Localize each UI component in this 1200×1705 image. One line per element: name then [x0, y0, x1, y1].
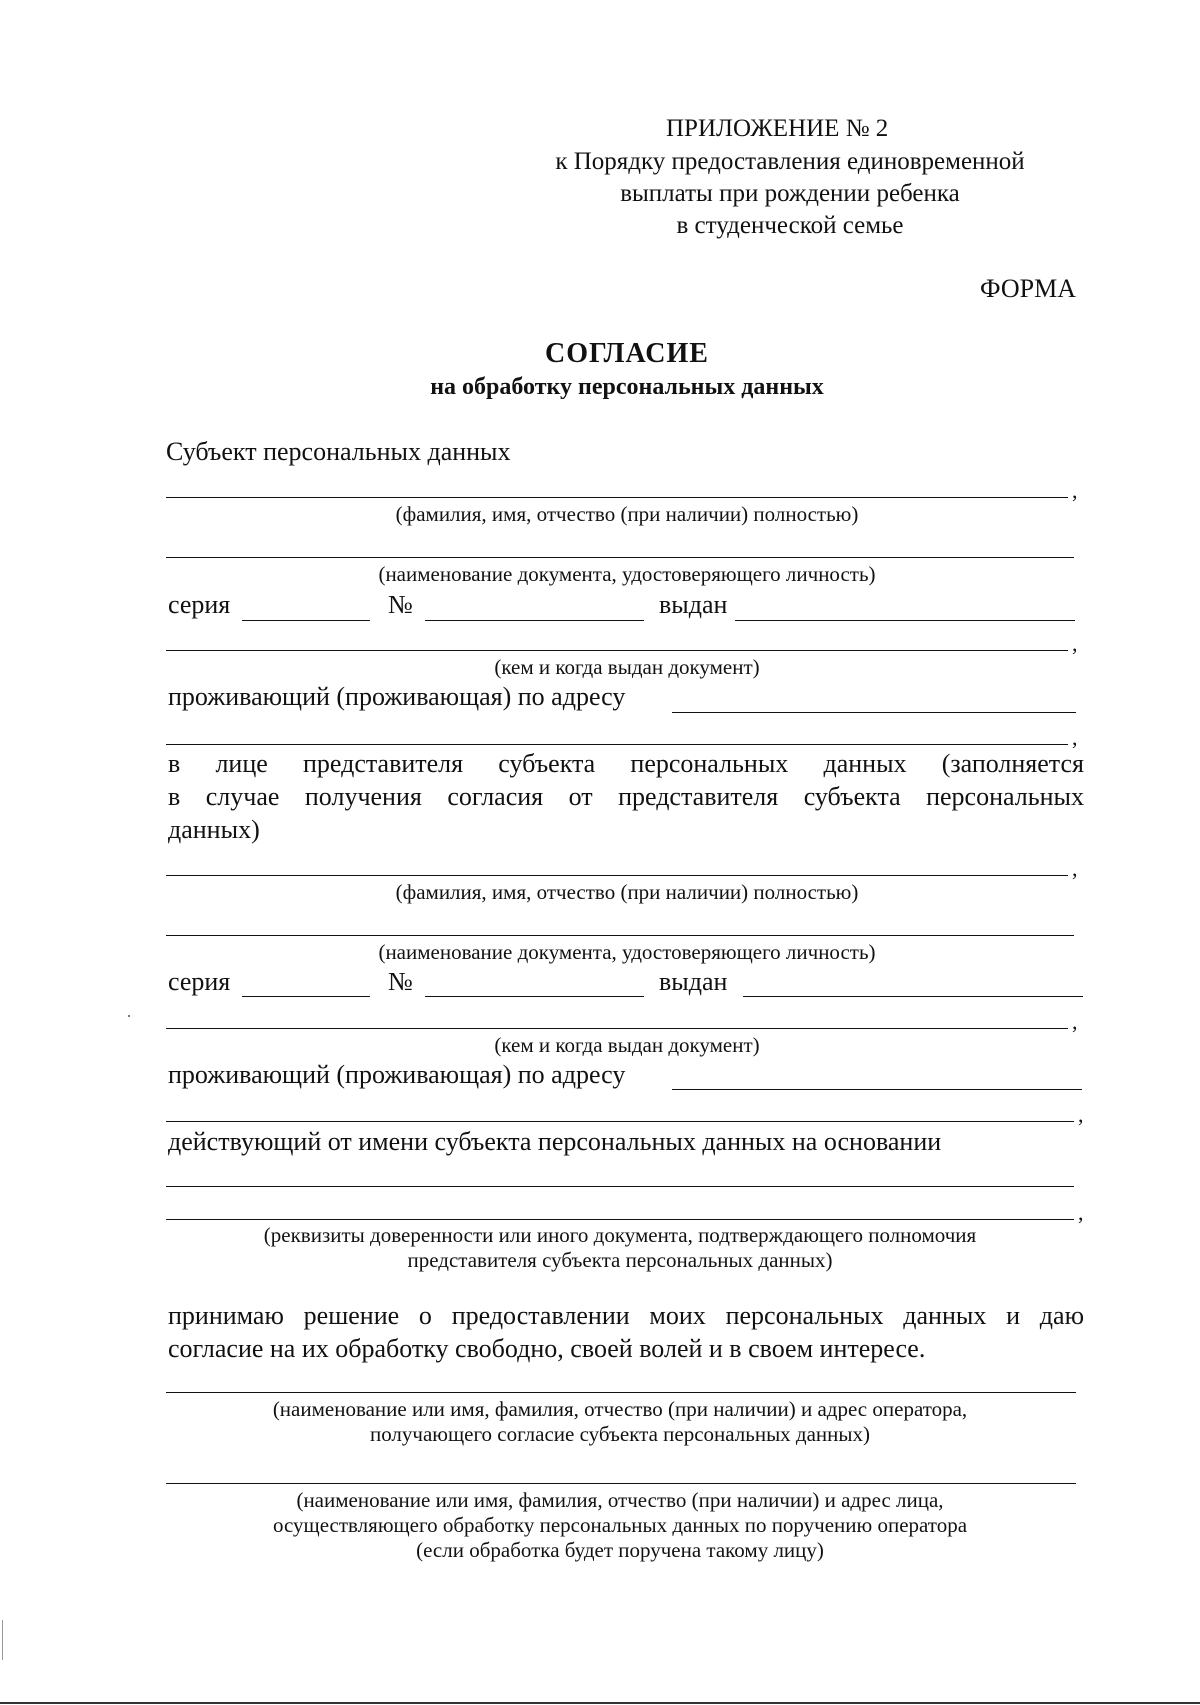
line-comma: , [1072, 856, 1078, 881]
representative-number-line[interactable] [425, 996, 644, 997]
decision-text-line: согласие на их обработку свободно, своей волей и в своем интересе. [168, 1334, 926, 1363]
representative-fio-line[interactable] [166, 875, 1068, 876]
subject-fio-caption: (фамилия, имя, отчество (при наличии) полностью) [395, 502, 859, 526]
representative-issued-caption: (кем и когда выдан документ) [494, 1033, 760, 1057]
line-comma: , [1072, 725, 1078, 750]
representative-issued-label: выдан [659, 967, 728, 996]
caption-line: (если обработка будет поручена такому лицу) [416, 1538, 824, 1562]
line-comma: , [1072, 1009, 1078, 1034]
appendix-title: ПРИЛОЖЕНИЕ № 2 [666, 115, 889, 142]
subject-issued-label: выдан [659, 590, 728, 619]
subject-series-line[interactable] [242, 620, 370, 621]
subject-series-label: серия [168, 590, 231, 619]
caption-line: осуществляющего обработку персональных данных по поручению оператора [272, 1513, 968, 1537]
line-comma: , [1078, 1102, 1084, 1127]
document-title: СОГЛАСИЕ [545, 338, 709, 369]
caption-line: получающего согласие субъекта персональных данных) [369, 1422, 871, 1446]
decision-text-line: принимаю решение о предоставлении моих персональных данных и даю [168, 1301, 1084, 1330]
line-comma: , [1072, 631, 1078, 656]
appendix-line: выплаты при рождении ребенка [620, 180, 960, 207]
operator-line[interactable] [166, 1392, 1076, 1393]
subject-fio-line[interactable] [166, 497, 1068, 498]
representative-intro-line: в лице представителя субъекта персональных данных (заполняется [168, 749, 1084, 778]
subject-address-label: проживающий (проживающая) по адресу [168, 682, 626, 711]
document-subtitle: на обработку персональных данных [430, 374, 824, 400]
subject-doc-line[interactable] [166, 557, 1074, 558]
representative-issued-line[interactable] [743, 996, 1083, 997]
line-comma: , [1072, 478, 1078, 503]
subject-number-label: № [388, 590, 413, 619]
scan-speck [128, 1015, 130, 1017]
subject-doc-caption: (наименование документа, удостоверяющего личность) [378, 562, 876, 586]
subject-issued-line[interactable] [735, 620, 1075, 621]
processor-line[interactable] [166, 1483, 1076, 1484]
processor-caption [140, 1488, 1100, 1563]
caption-line: представителя субъекта персональных данных) [407, 1248, 833, 1272]
appendix-line: к Порядку предоставления единовременной [555, 148, 1025, 175]
representative-series-label: серия [168, 967, 231, 996]
caption-line: (реквизиты доверенности или иного документа, подтверждающего полномочия [263, 1223, 977, 1247]
subject-issued-caption: (кем и когда выдан документ) [494, 655, 760, 679]
subject-number-line[interactable] [425, 620, 644, 621]
operator-caption [140, 1397, 1100, 1447]
scan-bottom-edge [0, 1702, 1200, 1704]
representative-doc-line[interactable] [166, 935, 1074, 936]
subject-address-continuation-line[interactable] [166, 744, 1068, 745]
representative-address-line[interactable] [672, 1089, 1082, 1090]
subject-intro: Субъект персональных данных [166, 437, 511, 466]
representative-fio-caption: (фамилия, имя, отчество (при наличии) полностью) [395, 880, 859, 904]
subject-issued-continuation-line[interactable] [166, 650, 1068, 651]
appendix-line: в студенческой семье [676, 212, 904, 239]
representative-series-line[interactable] [242, 996, 370, 997]
representative-basis-label: действующий от имени субъекта персональных данных на основании [168, 1127, 942, 1156]
scan-speck [2, 1620, 3, 1660]
caption-line: (наименование или имя, фамилия, отчество (при наличии) и адрес лица, [296, 1488, 944, 1512]
representative-basis-line[interactable] [166, 1186, 1074, 1187]
representative-basis-continuation-line[interactable] [166, 1219, 1074, 1220]
form-label: ФОРМА [980, 274, 1076, 303]
representative-address-continuation-line[interactable] [166, 1121, 1074, 1122]
representative-basis-caption [140, 1223, 1100, 1273]
caption-line: (наименование или имя, фамилия, отчество (при наличии) и адрес оператора, [272, 1397, 968, 1421]
line-comma: , [1078, 1200, 1084, 1225]
representative-intro-line: в случае получения согласия от представителя субъекта персональных [168, 782, 1084, 811]
representative-intro-line: данных) [168, 815, 260, 844]
representative-doc-caption: (наименование документа, удостоверяющего личность) [378, 940, 876, 964]
representative-number-label: № [388, 967, 413, 996]
representative-address-label: проживающий (проживающая) по адресу [168, 1060, 626, 1089]
representative-issued-continuation-line[interactable] [166, 1028, 1068, 1029]
subject-address-line[interactable] [672, 712, 1076, 713]
